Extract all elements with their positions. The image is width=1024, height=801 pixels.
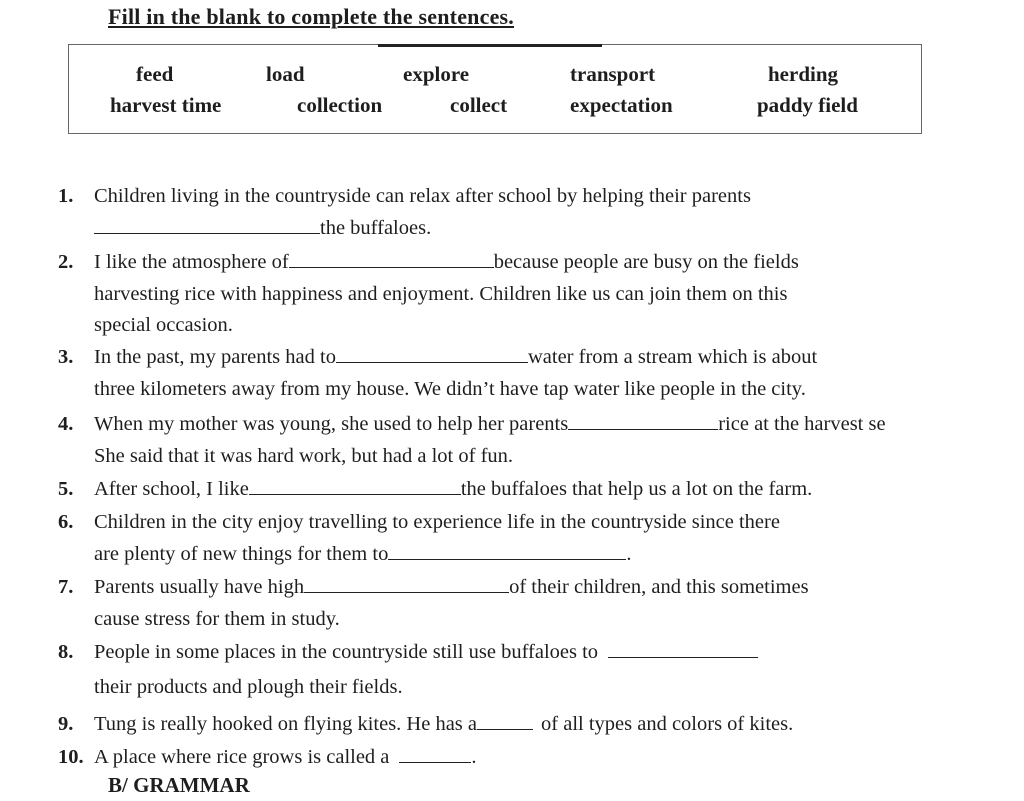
question-text: of their children, and this sometimes	[509, 576, 809, 598]
question-text: Children in the city enjoy travelling to experience life in the countryside since there	[94, 511, 780, 533]
question-number: 7.	[58, 576, 74, 598]
answer-blank[interactable]	[399, 745, 471, 763]
question-text: .	[626, 543, 632, 565]
section-heading-grammar: B/ GRAMMAR	[108, 773, 250, 797]
question-number: 9.	[58, 713, 74, 735]
question-text: Parents usually have high	[94, 576, 305, 598]
question-text: .	[471, 746, 477, 768]
question-text: A place where rice grows is called a	[94, 746, 390, 768]
word-box-top-mark	[378, 44, 602, 47]
question-number: 5.	[58, 478, 74, 500]
word-herding: herding	[768, 62, 839, 86]
question-text: because people are busy on the fields	[493, 251, 799, 273]
question-text: She said that it was hard work, but had a lot of fun.	[94, 445, 514, 467]
question-text: cause stress for them in study.	[94, 608, 340, 630]
word-feed: feed	[136, 62, 174, 86]
answer-blank[interactable]	[477, 712, 533, 730]
question-text: their products and plough their fields.	[94, 676, 403, 698]
question-text: special occasion.	[94, 314, 233, 336]
word-collection: collection	[297, 93, 383, 117]
word-box	[68, 44, 922, 134]
question-text: People in some places in the countryside still use buffaloes to	[94, 641, 599, 663]
answer-blank[interactable]	[304, 575, 509, 593]
answer-blank[interactable]	[249, 477, 461, 495]
worksheet-title: Fill in the blank to complete the sentences.	[108, 4, 514, 29]
question-text: Children living in the countryside can relax after school by helping their parents	[94, 185, 751, 207]
question-number: 6.	[58, 511, 74, 533]
word-transport: transport	[570, 62, 656, 86]
question-text: are plenty of new things for them to	[94, 543, 389, 565]
question-text: After school, I like	[94, 478, 249, 500]
word-expectation: expectation	[570, 93, 673, 117]
question-text: harvesting rice with happiness and enjoyment. Children like us can join them on this	[94, 283, 788, 305]
answer-blank[interactable]	[568, 412, 718, 430]
question-text: Tung is really hooked on flying kites. He has a	[94, 713, 478, 735]
question-text: the buffaloes that help us a lot on the farm.	[460, 478, 813, 500]
question-text: When my mother was young, she used to help her parents	[94, 413, 569, 435]
question-text: three kilometers away from my house. We didn’t have tap water like people in the city.	[94, 378, 806, 400]
question-text: In the past, my parents had to	[94, 346, 336, 368]
answer-blank[interactable]	[388, 542, 626, 560]
word-harvest-time: harvest time	[110, 93, 222, 117]
answer-blank[interactable]	[336, 345, 528, 363]
question-text: water from a stream which is about	[527, 346, 818, 368]
question-text: the buffaloes.	[320, 217, 432, 239]
word-paddy-field: paddy field	[757, 93, 858, 117]
answer-blank[interactable]	[94, 216, 320, 234]
question-text: I like the atmosphere of	[94, 251, 289, 273]
question-number: 2.	[58, 251, 74, 273]
word-collect: collect	[450, 93, 508, 117]
question-text: rice at the harvest se	[718, 413, 886, 435]
question-number: 10.	[58, 746, 84, 768]
word-load: load	[266, 62, 305, 86]
question-text: of all types and colors of kites.	[541, 713, 794, 735]
question-number: 1.	[58, 185, 74, 207]
answer-blank[interactable]	[608, 640, 758, 658]
question-number: 3.	[58, 346, 74, 368]
question-number: 8.	[58, 641, 74, 663]
question-number: 4.	[58, 413, 74, 435]
word-explore: explore	[403, 62, 470, 86]
answer-blank[interactable]	[289, 250, 494, 268]
